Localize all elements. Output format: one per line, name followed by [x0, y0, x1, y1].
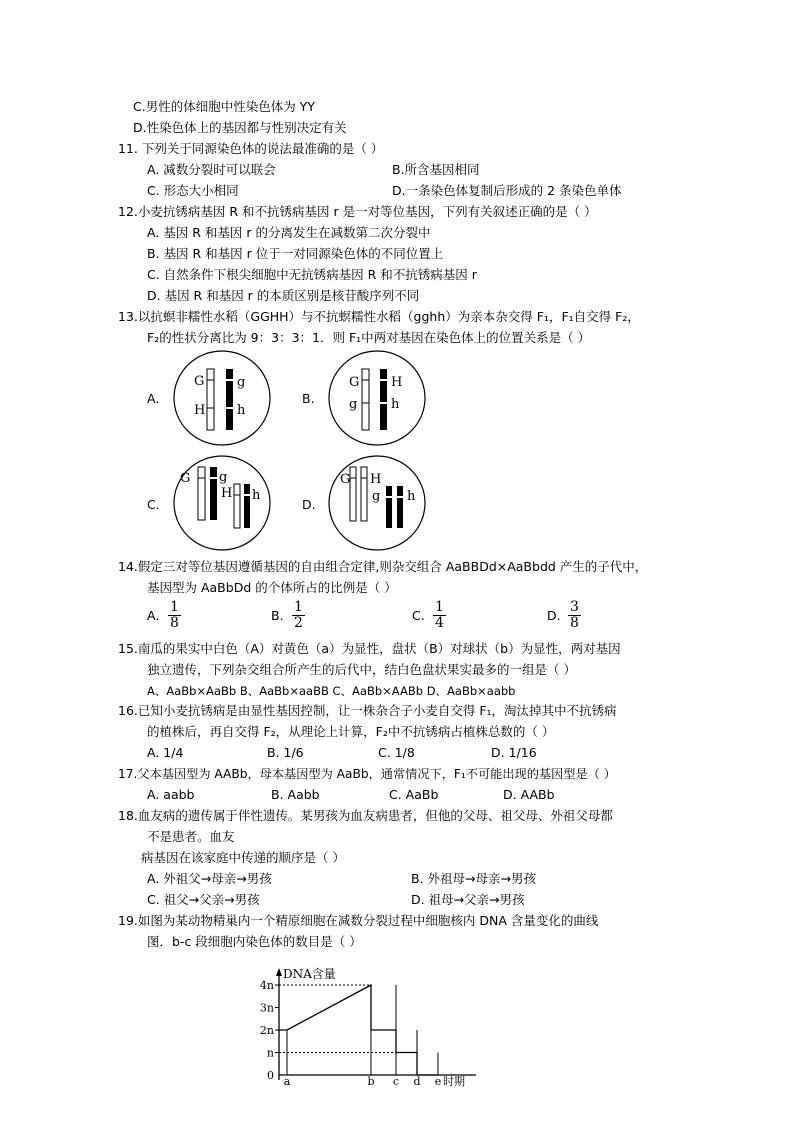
x-tick-label: b [367, 1075, 375, 1088]
y-tick-label: 2n [259, 1024, 274, 1037]
gene-label-h: h [407, 489, 416, 504]
denominator: 8 [570, 615, 579, 631]
gene-label-G: G [180, 471, 191, 486]
q13-diagram-label-b: B. [302, 391, 315, 406]
q11-option-c: C. 形态大小相同 [147, 183, 239, 198]
q14-option-d-fraction [568, 600, 581, 631]
gene-label-g: g [372, 489, 381, 504]
cell-b [329, 351, 425, 445]
gene-label-H: H [370, 472, 382, 487]
gene-label-g: g [219, 470, 228, 485]
numerator: 3 [570, 599, 579, 615]
gene-label-h: h [252, 488, 261, 503]
q12-option-c: C. 自然条件下根尖细胞中无抗锈病基因 R 和不抗锈病基因 r [147, 267, 477, 282]
q16-option-c: C. 1/8 [378, 745, 415, 760]
denominator: 4 [435, 615, 444, 631]
question-12: 12.小麦抗锈病基因 R 和不抗锈病基因 r 是一对等位基因，下列有关叙述正确的是（ ） [118, 204, 597, 219]
q17-option-a: A. aabb [147, 787, 195, 802]
question-11: 11. 下列关于同源染色体的说法最准确的是（ ） [118, 141, 384, 156]
q11-option-b: B.所含基因相同 [392, 162, 480, 177]
numerator: 1 [170, 599, 179, 615]
q12-option-a: A. 基因 R 和基因 r 的分离发生在减数第二次分裂中 [147, 225, 431, 240]
q14-option-c-letter: C. [412, 608, 425, 623]
q14-option-a-fraction [168, 600, 181, 631]
q16-option-a: A. 1/4 [147, 745, 184, 760]
question-18-line2: 不是患者。血友 [147, 829, 235, 844]
gene-label-H: H [221, 486, 233, 501]
question-19-line2: 图．b-c 段细胞内染色体的数目是（ ） [147, 934, 362, 949]
option-c-male-sex-chromosomes: C.男性的体细胞中性染色体为 YY [133, 99, 315, 114]
gene-label-g: g [349, 397, 358, 412]
dna-curve [279, 985, 438, 1075]
gene-label-G: G [194, 374, 205, 389]
gene-label-G: G [349, 375, 360, 390]
option-d-sex-chromosome-genes: D.性染色体上的基因都与性别决定有关 [133, 120, 347, 135]
q17-option-c: C. AaBb [389, 787, 439, 802]
cell-a [174, 351, 270, 445]
numerator: 1 [435, 599, 444, 615]
question-13: 13.以抗螟非糯性水稻（GGHH）与不抗螟糯性水稻（gghh）为亲本杂交得 F₁，F₁自交得 F₂， [118, 309, 640, 324]
gene-label-H: H [194, 403, 206, 418]
numerator: 1 [294, 599, 303, 615]
cell-d [329, 456, 425, 550]
gene-label-h: h [237, 403, 246, 418]
q14-option-c-fraction [433, 600, 446, 631]
q12-option-d: D. 基因 R 和基因 r 的本质区别是核苷酸序列不同 [147, 288, 420, 303]
y-tick-label: 4n [259, 979, 274, 992]
q13-diagram-label-a: A. [147, 391, 160, 406]
question-16-line2: 的植株后，再自交得 F₂，从理论上计算，F₂中不抗锈病占植株总数的（ ） [147, 724, 555, 739]
q18-option-a: A. 外祖父→母亲→男孩 [147, 871, 272, 886]
q14-option-d-letter: D. [547, 608, 561, 623]
q14-option-b-fraction [292, 600, 305, 631]
gene-label-H: H [391, 375, 403, 390]
y-axis-arrow [276, 968, 282, 976]
question-19: 19.如图为某动物精巢内一个精原细胞在减数分裂过程中细胞核内 DNA 含量变化的曲线 [118, 913, 599, 928]
question-14: 14.假定三对等位基因遵循基因的自由组合定律,则杂交组合 AaBBDd×AaBbdd 产生的子代中， [118, 559, 648, 574]
x-tick-label: d [413, 1075, 421, 1088]
q13-diagram-label-c: C. [147, 497, 160, 512]
x-tick-label: a [283, 1075, 291, 1088]
x-tick-label: e [434, 1075, 442, 1088]
x-tick-label: c [392, 1075, 400, 1088]
question-18-line3: 病基因在该家庭中传递的顺序是（ ） [141, 850, 345, 865]
gene-label-G: G [340, 472, 351, 487]
q17-option-d: D. AABb [503, 787, 555, 802]
q11-option-d: D.一条染色体复制后形成的 2 条染色单体 [392, 183, 622, 198]
question-15-line2: 独立遗传，下列杂交组合所产生的后代中，结白色盘状果实最多的一组是（ ） [147, 662, 576, 677]
gene-label-g: g [237, 375, 246, 390]
q16-option-d: D. 1/16 [491, 745, 537, 760]
y-tick-label: 0 [267, 1069, 274, 1082]
q13-diagram-label-d: D. [302, 497, 316, 512]
q18-option-c: C. 祖父→父亲→男孩 [147, 892, 260, 907]
question-16: 16.已知小麦抗锈病是由显性基因控制，让一株杂合子小麦自交得 F₁，淘汰掉其中不抗锈病 [118, 703, 617, 718]
q18-option-b: B. 外祖母→母亲→男孩 [411, 871, 536, 886]
q17-option-b: B. Aabb [271, 787, 320, 802]
q16-option-b: B. 1/6 [267, 745, 304, 760]
q14-option-b-letter: B. [271, 608, 284, 623]
q18-option-d: D. 祖母→父亲→男孩 [411, 892, 525, 907]
denominator: 2 [294, 615, 303, 631]
cell-c [174, 456, 270, 550]
y-tick-label: 3n [259, 1001, 274, 1015]
q15-options: A、AaBb×AaBb B、AaBb×aaBB C、AaBb×AABb D、AaBb×aabb [147, 684, 516, 698]
x-axis-label: 时期 [443, 1075, 465, 1088]
y-tick-label: n [266, 1046, 274, 1060]
q14-option-a-letter: A. [147, 608, 160, 623]
question-13-line2: F₂的性状分离比为 9：3：3：1．则 F₁中两对基因在染色体上的位置关系是（ ） [147, 330, 591, 345]
q11-option-a: A. 减数分裂时可以联会 [147, 162, 276, 177]
question-15: 15.南瓜的果实中白色（A）对黄色（a）为显性，盘状（B）对球状（b）为显性，两对基因 [118, 641, 621, 656]
q12-option-b: B. 基因 R 和基因 r 位于一对同源染色体的不同位置上 [147, 246, 444, 261]
question-14-line2: 基因型为 AaBbDd 的个体所占的比例是（ ） [147, 580, 397, 595]
question-18: 18.血友病的遗传属于伴性遗传。某男孩为血友病患者，但他的父母、祖父母、外祖父母都 [118, 808, 613, 823]
gene-label-h: h [391, 397, 400, 412]
y-axis-label: DNA含量 [283, 967, 336, 981]
question-17: 17.父本基因型为 AABb，母本基因型为 AaBb，通常情况下，F₁不可能出现的基因型是（ ） [118, 767, 616, 781]
denominator: 8 [170, 615, 179, 631]
